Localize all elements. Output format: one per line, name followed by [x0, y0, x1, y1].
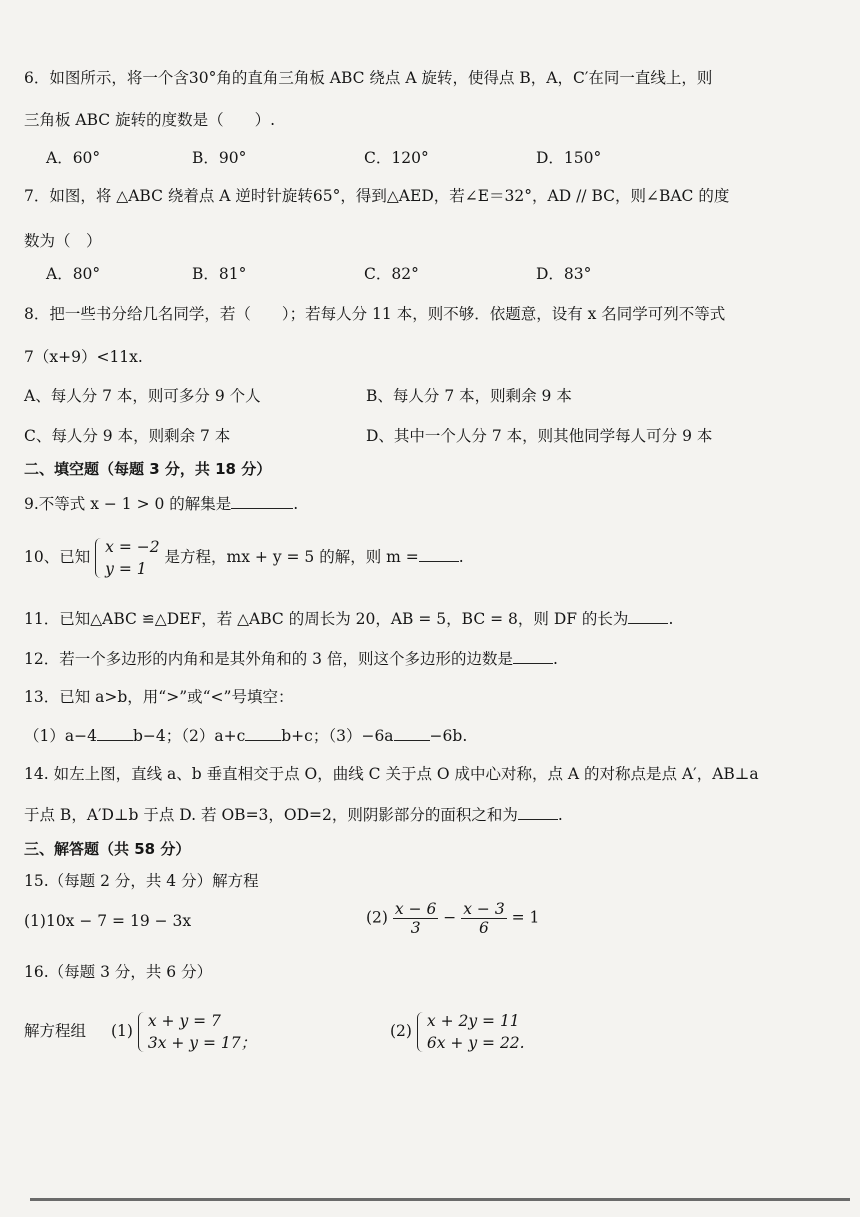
- q6-option-b: B．90°: [192, 149, 247, 167]
- q16-system-1: [138, 1010, 256, 1054]
- q12-end: .: [552, 650, 558, 668]
- q13-part1a: （1）a−4: [24, 727, 97, 745]
- q15-part2: [366, 900, 539, 937]
- q15-fraction-2: [461, 900, 506, 937]
- q10-answer-blank[interactable]: [419, 547, 459, 562]
- q16-part2: [390, 1010, 525, 1054]
- q7-line1: 7．如图，将 △ABC 绕着点 A 逆时针旋转65°，得到△AED，若∠E＝32°，AD // BC，则∠BAC 的度: [24, 187, 730, 205]
- q15-heading: 15.（每题 2 分，共 4 分）解方程: [24, 872, 259, 890]
- q13-blank-2[interactable]: [245, 726, 281, 741]
- q12: [24, 647, 558, 669]
- q13-line2: [24, 724, 467, 746]
- q6-option-a: A．60°: [46, 149, 101, 167]
- q13-part3b: −6b.: [429, 727, 468, 745]
- page-bottom-edge: [30, 1198, 850, 1201]
- q10-end: .: [458, 548, 464, 566]
- q15-equals: = 1: [511, 908, 540, 927]
- q10-eq1: x = −2: [105, 538, 160, 556]
- q7-line2: 数为（ ）: [24, 232, 102, 250]
- q14-end: .: [557, 806, 563, 824]
- q9-answer-blank[interactable]: [231, 494, 293, 509]
- q13-line1: 13．已知 a>b，用“>”或“<”号填空：: [24, 688, 294, 706]
- q15-fraction-1: [393, 900, 438, 937]
- q15-minus: −: [443, 908, 457, 927]
- q9-end: .: [293, 495, 299, 513]
- q7-option-c: C．82°: [364, 265, 419, 283]
- q15-f1-numerator: x − 6: [394, 900, 437, 918]
- q10: [24, 536, 464, 580]
- q12-text: 12．若一个多边形的内角和是其外角和的 3 倍，则这个多边形的边数是: [24, 650, 513, 668]
- q11-answer-blank[interactable]: [628, 609, 668, 624]
- q15-part2-label: (2): [366, 908, 388, 927]
- q16-heading: 16.（每题 3 分，共 6 分）: [24, 963, 213, 981]
- q6-option-c: C．120°: [364, 149, 429, 167]
- q16-system-2: [417, 1010, 525, 1054]
- q8-option-a: A、每人分 7 本，则可多分 9 个人: [24, 387, 261, 405]
- q16-p2-eq1: x + 2y = 11: [426, 1012, 520, 1030]
- q13-part1b: b−4；（2）a+c: [132, 727, 246, 745]
- q6-line2: 三角板 ABC 旋转的度数是（ ）.: [24, 111, 276, 129]
- q15-f1-denominator: 3: [410, 919, 421, 937]
- q8-option-c: C、每人分 9 本，则剩余 7 本: [24, 427, 231, 445]
- q8-line2: 7（x+9）<11x.: [24, 348, 143, 366]
- q11-text: 11．已知△ABC ≌△DEF，若 △ABC 的周长为 20，AB = 5，BC = 8，则 DF 的长为: [24, 610, 629, 628]
- q7-option-d: D．83°: [536, 265, 592, 283]
- q10-prefix: 10、已知: [24, 548, 91, 566]
- q16-p1-eq2: 3x + y = 17；: [147, 1034, 257, 1052]
- q8-line1: 8．把一些书分给几名同学，若（ ）；若每人分 11 本，则不够．依题意，设有 x 名同学可列不等式: [24, 305, 726, 323]
- q14-text: 于点 B，A′D⊥b 于点 D. 若 OB=3，OD=2，则阴影部分的面积之和为: [24, 806, 518, 824]
- q16-p2-eq2: 6x + y = 22.: [426, 1034, 525, 1052]
- q15-part1: (1)10x − 7 = 19 − 3x: [24, 912, 192, 930]
- q11: [24, 607, 673, 629]
- q11-end: .: [668, 610, 674, 628]
- q16-part1-label: (1): [110, 1022, 133, 1040]
- q14-line1: 14. 如左上图，直线 a、b 垂直相交于点 O，曲线 C 关于点 O 成中心对称，点 A 的对称点是点 A′，AB⊥a: [24, 765, 759, 783]
- q7-option-b: B．81°: [192, 265, 247, 283]
- q12-answer-blank[interactable]: [513, 649, 553, 664]
- q8-option-d: D、其中一个人分 7 本，则其他同学每人可分 9 本: [366, 427, 713, 445]
- q16-label: 解方程组: [24, 1022, 87, 1040]
- q9: [24, 492, 298, 514]
- q16-part2-label: (2): [390, 1022, 412, 1040]
- q14-line2: [24, 803, 563, 825]
- q13-part2b: b+c；（3）−6a: [281, 727, 394, 745]
- q7-option-a: A．80°: [46, 265, 101, 283]
- q10-eq2: y = 1: [105, 560, 147, 578]
- q6-line1: 6．如图所示，将一个含30°角的直角三角板 ABC 绕点 A 旋转，使得点 B，A，C′在同一直线上，则: [24, 69, 713, 87]
- q9-text: 9.不等式 x − 1 > 0 的解集是: [24, 495, 232, 513]
- q14-answer-blank[interactable]: [518, 805, 558, 820]
- q13-blank-3[interactable]: [394, 726, 430, 741]
- q16-part1: [24, 1010, 256, 1054]
- section2-heading: 二、填空题（每题 3 分，共 18 分）: [24, 460, 272, 478]
- q15-f2-denominator: 6: [479, 919, 489, 937]
- q8-option-b: B、每人分 7 本，则剩余 9 本: [366, 387, 572, 405]
- q6-option-d: D．150°: [536, 149, 602, 167]
- q10-mid: 是方程，mx + y = 5 的解，则 m =: [164, 548, 419, 566]
- q13-blank-1[interactable]: [97, 726, 133, 741]
- q15-f2-numerator: x − 3: [463, 900, 505, 918]
- section3-heading: 三、解答题（共 58 分）: [24, 840, 191, 858]
- q10-system: [95, 536, 159, 580]
- q16-p1-eq1: x + y = 7: [147, 1012, 221, 1030]
